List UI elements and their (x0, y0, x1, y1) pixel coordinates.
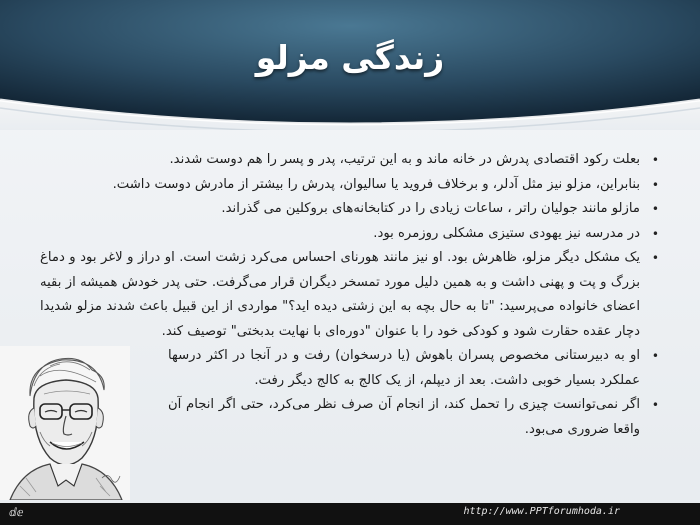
bullet-dot-icon: • (651, 349, 659, 363)
bullet-item (40, 197, 662, 222)
bullet-item (40, 222, 662, 247)
footer-bar (0, 503, 700, 525)
bullet-list (40, 148, 662, 442)
bullet-item (40, 393, 662, 442)
bullet-text: اگر نمی‌توانست چیزی را تحمل کند، از انجام آن صرف نظر می‌کرد، حتی اگر انجام آن واقعا ضروری می‌بود. (168, 397, 640, 437)
footer-logo: ⅆⅇ (9, 506, 24, 519)
bullet-item (40, 246, 662, 344)
bullet-item (40, 173, 662, 198)
bullet-item (40, 148, 662, 173)
portrait-sketch-drawing (0, 346, 130, 500)
bullet-dot-icon: • (651, 153, 659, 167)
bullet-text: یک مشکل دیگر مزلو، ظاهرش بود. او نیز مانند هورنای احساس می‌کرد زشت است. او دراز و لاغر بود و دماغ بزرگ و پت و پهنی داشت و به همین دلیل مورد تمسخر دیگران قرار می‌گرفت. حتی پدر خودش همیشه از بقیه اعضای خانواده می‌پرسید: "تا به حال بچه به این زشتی دیده اید؟" مواردی از این قبیل باعث شدند مزلو شدیدا دچار عقده حقارت شود و کودکی خود را با عنوان "دوره‌ای با نهایت بدبختی" توصیف کند. (40, 250, 640, 339)
bullet-text: بعلت رکود اقتصادی پدرش در خانه ماند و به این ترتیب، پدر و پسر را هم دوست شدند. (169, 152, 640, 167)
bullet-text: مازلو مانند جولیان راتر ، ساعات زیادی را در کتابخانه‌های بروکلین می گذراند. (221, 201, 640, 216)
bullet-dot-icon: • (651, 226, 659, 241)
bullet-text: در مدرسه نیز یهودی ستیزی مشکلی روزمره بود. (373, 225, 640, 241)
bullet-text: او به دبیرستانی مخصوص پسران باهوش (یا درسخوان) رفت و در آنجا در اکثر درسها عملکرد بسیار خوبی داشت. بعد از دیپلم، از یک کالج به کالج دیگر رفت. (168, 348, 640, 388)
slide-title: زندگی مزلو (255, 38, 445, 77)
bullet-item (40, 344, 662, 393)
portrait-sketch (0, 346, 130, 500)
footer-url[interactable]: http://www.PPTforumhoda.ir (463, 506, 620, 517)
bullet-dot-icon: • (651, 177, 659, 192)
bullet-dot-icon: • (651, 202, 659, 216)
bullet-dot-icon: • (651, 398, 659, 412)
bullet-dot-icon: • (651, 251, 659, 265)
bullet-text: بنابراین، مزلو نیز مثل آدلر، و برخلاف فروید یا سالیوان، پدرش را بیشتر از مادرش دوست داشت. (112, 176, 640, 192)
